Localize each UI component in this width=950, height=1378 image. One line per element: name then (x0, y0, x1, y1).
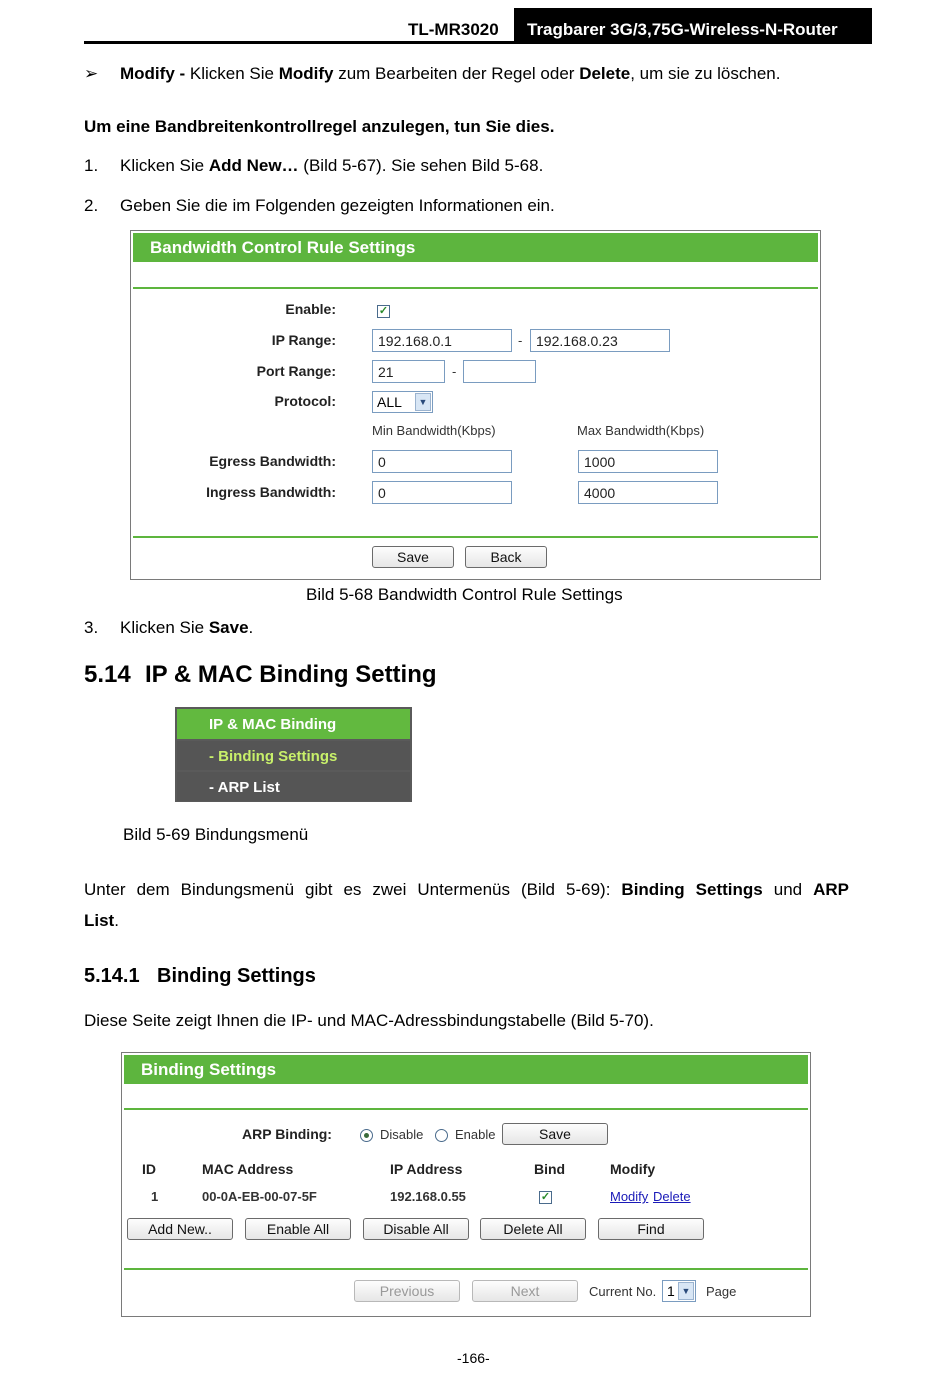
bullet-symbol: ➢ (84, 64, 99, 83)
max-bandwidth-header: Max Bandwidth(Kbps) (577, 423, 705, 438)
subsection-title: Binding Settings (157, 965, 316, 987)
step-3 (120, 618, 253, 638)
chevron-down-icon[interactable]: ▼ (678, 1282, 694, 1300)
header-product: Tragbarer 3G/3,75G-Wireless-N-Router (514, 8, 872, 43)
ingress-max-input[interactable]: 4000 (578, 481, 718, 504)
row-modify-link[interactable]: Modify (610, 1189, 649, 1204)
step-1 (120, 156, 543, 176)
ingress-min-input[interactable]: 0 (372, 481, 512, 504)
column-header-ip: IP Address (390, 1161, 463, 1177)
bandwidth-rule-panel (130, 230, 821, 580)
egress-min-input[interactable]: 0 (372, 450, 512, 473)
min-bandwidth-header: Min Bandwidth(Kbps) (372, 423, 496, 438)
step-text: . (248, 618, 254, 637)
enable-all-button[interactable]: Enable All (245, 1218, 351, 1240)
arp-enable-label: Enable (455, 1127, 496, 1142)
paragraph-text: Unter dem Bindungsmenü gibt es zwei Untermenüs (Bild 5-69): (84, 880, 622, 899)
step-text: (Bild 5-67). Sie sehen Bild 5-68. (298, 156, 544, 175)
binding-settings-panel (121, 1052, 811, 1317)
bullet-term-modify-dash: Modify - (120, 64, 186, 83)
row-bind-checkbox[interactable]: ✓ (540, 1191, 551, 1203)
column-header-modify: Modify (610, 1161, 656, 1177)
step-number: 3. (84, 618, 99, 637)
ingress-bandwidth-label: Ingress Bandwidth: (206, 484, 336, 500)
paragraph-term-list: List (84, 911, 115, 930)
column-header-mac: MAC Address (202, 1161, 294, 1177)
save-button[interactable]: Save (372, 546, 454, 568)
bullet-text: , um sie zu löschen. (630, 64, 781, 83)
next-button[interactable]: Next (472, 1280, 578, 1302)
column-header-bind: Bind (534, 1161, 566, 1177)
binding-menu (175, 707, 412, 802)
find-button[interactable]: Find (598, 1218, 704, 1240)
panel-divider (124, 1268, 808, 1270)
current-no-label: Current No. (589, 1284, 657, 1299)
section-number: 5.14 (84, 661, 131, 688)
ip-range-label: IP Range: (271, 332, 336, 348)
row-id: 1 (151, 1189, 159, 1204)
panel-divider (133, 536, 818, 538)
menu-item-binding-settings[interactable]: - Binding Settings (177, 741, 410, 770)
paragraph-term-binding-settings: Binding Settings (621, 880, 763, 899)
panel-title: Bandwidth Control Rule Settings (133, 233, 818, 262)
protocol-select[interactable] (372, 391, 433, 413)
bullet-term-modify: Modify (278, 64, 334, 83)
menu-item-ip-mac-binding[interactable]: IP & MAC Binding (177, 709, 410, 739)
ip-start-input[interactable]: 192.168.0.1 (372, 329, 512, 352)
subsection-number: 5.14.1 (84, 965, 140, 987)
protocol-label: Protocol: (274, 393, 336, 409)
egress-max-input[interactable]: 1000 (578, 450, 718, 473)
row-delete-link[interactable]: Delete (653, 1189, 691, 1204)
paragraph-term-arp: ARP (813, 880, 850, 899)
ip-end-input[interactable]: 192.168.0.23 (530, 329, 670, 352)
figure-caption: Bild 5-69 Bindungsmenü (123, 825, 309, 844)
arp-binding-label: ARP Binding: (242, 1126, 332, 1142)
port-range-separator: - (452, 364, 457, 379)
enable-checkbox[interactable]: ✓ (378, 305, 389, 317)
ip-range-separator: - (518, 333, 523, 348)
bullet-term-delete: Delete (579, 64, 631, 83)
enable-label: Enable: (285, 301, 336, 317)
egress-bandwidth-label: Egress Bandwidth: (209, 453, 336, 469)
paragraph-line-2 (84, 911, 119, 931)
menu-item-arp-list[interactable]: - ARP List (177, 772, 410, 801)
step-text: Klicken Sie (120, 156, 209, 175)
port-range-label: Port Range: (256, 363, 336, 379)
step-text: Klicken Sie (120, 618, 209, 637)
panel-divider (133, 287, 818, 289)
step-term-add-new: Add New… (208, 156, 299, 175)
port-end-input[interactable] (463, 360, 536, 383)
column-header-id: ID (142, 1161, 156, 1177)
current-page-value: 1 (667, 1283, 675, 1299)
page-number: -166- (457, 1350, 490, 1366)
figure-caption: Bild 5-68 Bandwidth Control Rule Settings (306, 585, 623, 604)
section-title: IP & MAC Binding Setting (145, 661, 437, 688)
step-number: 1. (84, 156, 99, 175)
header-model: TL-MR3020 (408, 20, 499, 39)
arp-disable-radio[interactable] (360, 1129, 373, 1142)
arp-disable-label: Disable (380, 1127, 424, 1142)
paragraph-text: . (114, 911, 119, 930)
step-2: Geben Sie die im Folgenden gezeigten Informationen ein. (120, 196, 555, 215)
paragraph-text: und (762, 880, 814, 899)
add-new-button[interactable]: Add New.. (127, 1218, 233, 1240)
step-number: 2. (84, 196, 99, 215)
protocol-value: ALL (377, 394, 402, 410)
page-label: Page (706, 1284, 737, 1299)
header-rule (84, 41, 872, 44)
step-term-save: Save (208, 618, 249, 637)
delete-all-button[interactable]: Delete All (480, 1218, 586, 1240)
chevron-down-icon[interactable]: ▼ (415, 393, 431, 411)
row-ip: 192.168.0.55 (390, 1189, 466, 1204)
previous-button[interactable]: Previous (354, 1280, 460, 1302)
arp-save-button[interactable]: Save (502, 1123, 608, 1145)
panel-divider (124, 1108, 808, 1110)
bullet-text: zum Bearbeiten der Regel oder (333, 64, 580, 83)
port-start-input[interactable]: 21 (372, 360, 445, 383)
arp-enable-radio[interactable] (435, 1129, 448, 1142)
disable-all-button[interactable]: Disable All (363, 1218, 469, 1240)
back-button[interactable]: Back (465, 546, 547, 568)
panel-title: Binding Settings (124, 1055, 808, 1084)
intro-text: Diese Seite zeigt Ihnen die IP- und MAC-Adressbindungstabelle (Bild 5-70). (84, 1011, 654, 1030)
current-page-select[interactable] (662, 1280, 696, 1302)
row-mac: 00-0A-EB-00-07-5F (202, 1189, 317, 1204)
bullet-text: Klicken Sie (185, 64, 279, 83)
bullet-line (120, 64, 780, 84)
rule-heading: Um eine Bandbreitenkontrollregel anzulegen, tun Sie dies. (84, 117, 555, 136)
paragraph-line-1 (84, 880, 849, 900)
